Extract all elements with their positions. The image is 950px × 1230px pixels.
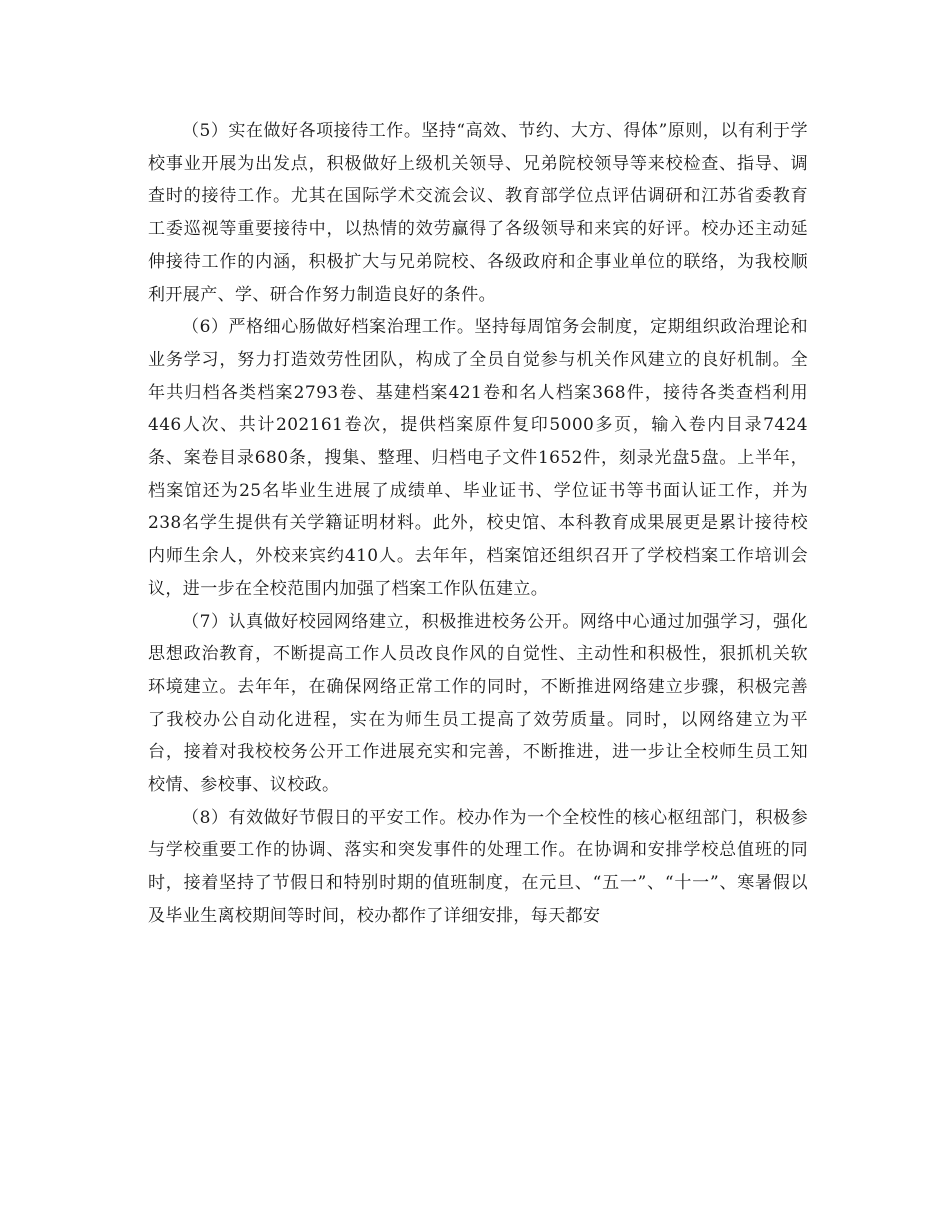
paragraph-holiday-safety: （8）有效做好节假日的平安工作。校办作为一个全校性的核心枢纽部门，积极参与学校重要工作的协调、落实和突发事件的处理工作。在协调和安排学校总值班的同时，接着坚持了节假日和特别时期的值班制度，在元旦、“五一”、“十一”、寒暑假以及毕业生离校期间等时间，校办都作了详细安排，每天都安 <box>148 807 808 926</box>
paragraph-reception-work: （5）实在做好各项接待工作。坚持“高效、节约、大方、得体”原则，以有利于学校事业开展为出发点，积极做好上级机关领导、兄弟院校领导等来校检查、指导、调查时的接待工作。尤其在国际学术交流会议、教育部学位点评估调研和江苏省委教育工委巡视等重要接待中，以热情的效劳赢得了各级领导和来宾的好评。校办还主动延伸接待工作的内涵，积极扩大与兄弟院校、各级政府和企事业单位的联络，为我校顺利开展产、学、研合作努力制造良好的条件。 <box>148 121 808 305</box>
document-body <box>148 115 808 933</box>
paragraph-campus-network: （7）认真做好校园网络建立，积极推进校务公开。网络中心通过加强学习，强化思想政治教育，不断提高工作人员改良作风的自觉性、主动性和积极性，狠抓机关软环境建立。去年年，在确保网络正常工作的同时，不断推进网络建立步骤，积极完善了我校办公自动化进程，实在为师生员工提高了效劳质量。同时，以网络建立为平台，接着对我校校务公开工作进展充实和完善，不断推进，进一步让全校师生员工知校情、参校事、议校政。 <box>148 611 808 796</box>
paragraph-archive-management: （6）严格细心肠做好档案治理工作。坚持每周馆务会制度，定期组织政治理论和业务学习，努力打造效劳性团队，构成了全员自觉参与机关作风建立的良好机制。全年共归档各类档案2793卷、基建档案421卷和名人档案368件，接待各类查档利用446人次、共计202161卷次，提供档案原件复印5000多页，输入卷内目录7424条、案卷目录680条，搜集、整理、归档电子文件1652件，刻录光盘5盘。上半年，档案馆还为25名毕业生进展了成绩单、毕业证书、学位证书等书面认证工作，并为238名学生提供有关学籍证明材料。此外，校史馆、本科教育成果展更是累计接待校内师生余人，外校来宾约410人。去年年，档案馆还组织召开了学校档案工作培训会议，进一步在全校范围内加强了档案工作队伍建立。 <box>148 317 808 599</box>
